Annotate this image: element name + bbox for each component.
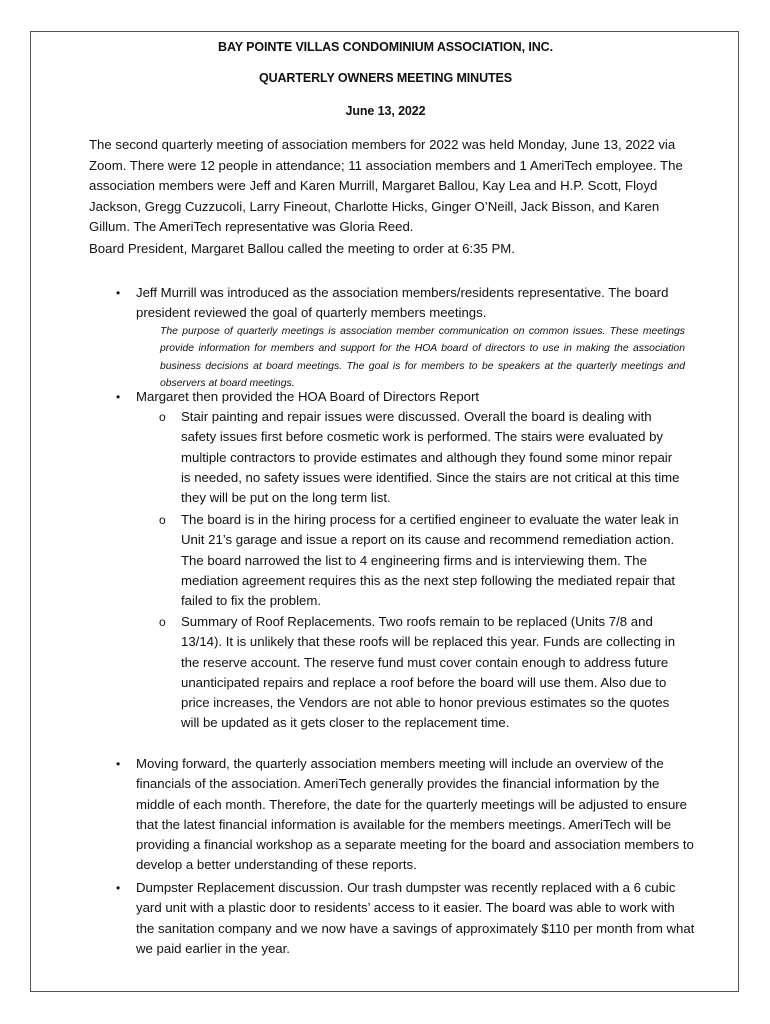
document-page bbox=[30, 31, 739, 992]
call-to-order-paragraph: Board President, Margaret Ballou called the meeting to order at 6:35 PM. bbox=[89, 241, 515, 256]
bullet-marker: • bbox=[116, 390, 121, 404]
document-title: QUARTERLY OWNERS MEETING MINUTES bbox=[258, 71, 513, 85]
sub-list-item bbox=[159, 510, 681, 611]
list-item bbox=[116, 283, 696, 324]
sub-list-item-text: The board is in the hiring process for a certified engineer to evaluate the water leak in Unit 21’s garage and issue a report on its cause and recommend remediation action. The board narrowed the list to 4 engineering firms and is interviewing them. The mediation agreement requires this as the next step following the mediated repair that failed to fix the problem. bbox=[181, 512, 679, 609]
sub-list-item bbox=[159, 407, 681, 508]
list-item-text: Dumpster Replacement discussion. Our trash dumpster was recently replaced with a 6 cubic yard unit with a plastic door to residents’ access to it easier. The board was able to work with the sanitation company and we now have a savings of approximately $110 per month from what we paid earlier in the year. bbox=[136, 880, 695, 956]
list-item bbox=[116, 878, 696, 959]
bullet-marker: • bbox=[116, 881, 121, 895]
sub-list-item-text: Stair painting and repair issues were discussed. Overall the board is dealing with safety issues first before cosmetic work is performed. The stairs were evaluated by multiple contractors to provide estimates and although they found some minor repair is needed, no safety issues were identified. Since the stairs are not critical at this time they will be put on the long term list. bbox=[181, 409, 680, 506]
attendance-paragraph: The second quarterly meeting of association members for 2022 was held Monday, June 13, 2022 via Zoom. There were 12 people in attendance; 11 association members and 1 AmeriTech employee. The association members were Jeff and Karen Murrill, Margaret Ballou, Kay Lea and H.P. Scott, Floyd Jackson, Gregg Cuzzucoli, Larry Fineout, Charlotte Hicks, Ginger O’Neill, Jack Bisson, and Karen Gillum. The AmeriTech representative was Gloria Reed. bbox=[89, 137, 683, 234]
sub-bullet-marker: o bbox=[159, 513, 166, 527]
purpose-note: The purpose of quarterly meetings is association member communication on common issues. These meetings provide information for members and support for the HOA board of directors to use in making the association business decisions at board meetings. The goal is for members to be speakers at the quarterly meetings and observers at board meetings. bbox=[160, 326, 685, 389]
list-item bbox=[116, 754, 696, 876]
bullet-marker: • bbox=[116, 757, 121, 771]
list-item-text: Jeff Murrill was introduced as the association members/residents representative. The board president reviewed the goal of quarterly members meetings. bbox=[136, 285, 669, 321]
sub-list-item-text: Summary of Roof Replacements. Two roofs remain to be replaced (Units 7/8 and 13/14). It is unlikely that these roofs will be replaced this year. Funds are collecting in the reserve account. The reserve fund must cover contain enough to address future unanticipated repairs and replace a roof before the board will use them. Also due to price increases, the Vendors are not able to honor previous estimates so the quotes will be updated as it gets closer to the replacement time. bbox=[181, 614, 676, 731]
meeting-date: June 13, 2022 bbox=[345, 104, 426, 118]
bullet-marker: • bbox=[116, 286, 121, 300]
list-item-text: Margaret then provided the HOA Board of Directors Report bbox=[136, 389, 480, 404]
sub-bullet-marker: o bbox=[159, 615, 166, 629]
list-item-text: Moving forward, the quarterly association members meeting will include an overview of the financials of the association. AmeriTech generally provides the financial information by the middle of each month. Therefore, the date for the quarterly meetings will be adjusted to ensure that the latest financial information is available for the members meetings. AmeriTech will be providing a financial workshop as a separate meeting for the board and association members to develop a better understanding of these reports. bbox=[136, 756, 694, 873]
sub-bullet-marker: o bbox=[159, 410, 166, 424]
list-item bbox=[116, 387, 696, 407]
organization-heading: BAY POINTE VILLAS CONDOMINIUM ASSOCIATION, INC. bbox=[218, 40, 553, 54]
sub-list-item bbox=[159, 612, 681, 734]
